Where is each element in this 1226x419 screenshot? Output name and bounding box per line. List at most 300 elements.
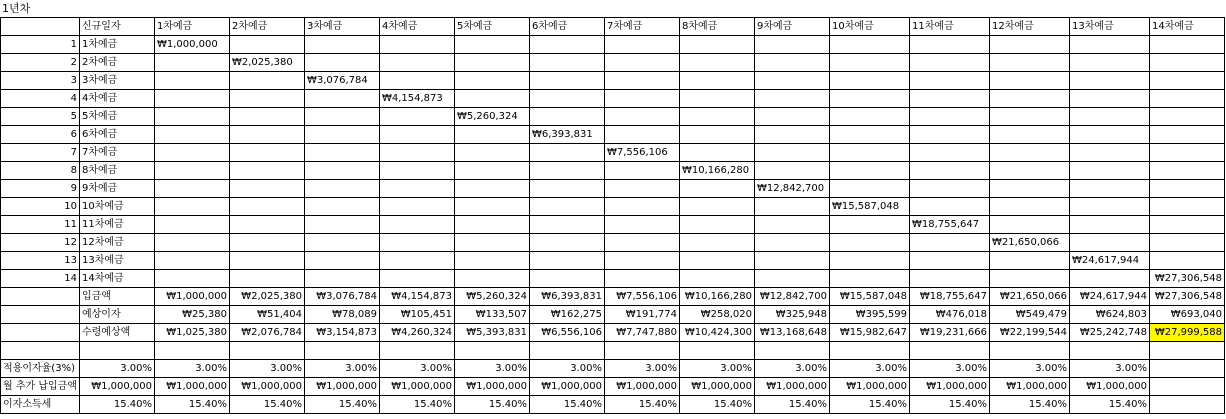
param-value-cell[interactable]	[1149, 396, 1224, 414]
param-label-cell[interactable]: 이자소득세	[1, 396, 80, 414]
empty-cell[interactable]	[1069, 144, 1149, 162]
empty-cell[interactable]	[304, 108, 379, 126]
header-cell[interactable]: 5차예금	[454, 18, 529, 36]
empty-cell[interactable]	[679, 144, 754, 162]
empty-cell[interactable]	[154, 72, 229, 90]
empty-cell[interactable]	[829, 126, 909, 144]
empty-cell[interactable]	[1069, 54, 1149, 72]
header-cell[interactable]: 11차예금	[909, 18, 989, 36]
empty-cell[interactable]	[754, 216, 829, 234]
deposit-name-cell[interactable]: 12차예금	[79, 234, 154, 252]
empty-cell[interactable]	[154, 90, 229, 108]
empty-cell[interactable]	[379, 252, 454, 270]
empty-cell[interactable]	[154, 180, 229, 198]
empty-cell[interactable]	[679, 180, 754, 198]
header-cell[interactable]: 신규일자	[79, 18, 154, 36]
empty-cell[interactable]	[529, 180, 604, 198]
summary-value-cell[interactable]: ₩18,755,647	[909, 288, 989, 306]
empty-cell[interactable]	[229, 216, 304, 234]
param-value-cell[interactable]: ₩1,000,000	[79, 378, 154, 396]
empty-cell[interactable]	[679, 72, 754, 90]
empty-cell[interactable]	[679, 36, 754, 54]
empty-cell[interactable]	[304, 252, 379, 270]
param-value-cell[interactable]: 3.00%	[754, 360, 829, 378]
row-number-cell[interactable]: 3	[1, 72, 80, 90]
param-value-cell[interactable]: 3.00%	[229, 360, 304, 378]
empty-cell[interactable]	[454, 198, 529, 216]
empty-cell[interactable]	[679, 108, 754, 126]
param-value-cell[interactable]: 15.40%	[989, 396, 1069, 414]
empty-cell[interactable]	[679, 126, 754, 144]
empty-cell[interactable]	[229, 36, 304, 54]
empty-cell[interactable]	[1149, 180, 1224, 198]
param-value-cell[interactable]: ₩1,000,000	[604, 378, 679, 396]
empty-cell[interactable]	[754, 108, 829, 126]
summary-value-cell[interactable]: ₩13,168,648	[754, 324, 829, 342]
param-value-cell[interactable]: 15.40%	[909, 396, 989, 414]
empty-cell[interactable]	[1149, 72, 1224, 90]
deposit-amount-cell[interactable]: ₩10,166,280	[679, 162, 754, 180]
empty-cell[interactable]	[989, 72, 1069, 90]
param-value-cell[interactable]: 3.00%	[679, 360, 754, 378]
param-value-cell[interactable]: ₩1,000,000	[754, 378, 829, 396]
summary-value-cell[interactable]: ₩3,076,784	[304, 288, 379, 306]
deposit-amount-cell[interactable]: ₩18,755,647	[909, 216, 989, 234]
empty-cell[interactable]	[1149, 54, 1224, 72]
empty-cell[interactable]	[229, 270, 304, 288]
empty-cell[interactable]	[379, 270, 454, 288]
header-cell[interactable]: 6차예금	[529, 18, 604, 36]
empty-cell[interactable]	[829, 252, 909, 270]
summary-value-cell[interactable]: ₩78,089	[304, 306, 379, 324]
empty-cell[interactable]	[829, 342, 909, 360]
empty-cell[interactable]	[154, 216, 229, 234]
empty-cell[interactable]	[154, 144, 229, 162]
header-cell[interactable]: 13차예금	[1069, 18, 1149, 36]
empty-cell[interactable]	[229, 144, 304, 162]
param-value-cell[interactable]: 15.40%	[304, 396, 379, 414]
summary-value-cell[interactable]: ₩4,260,324	[379, 324, 454, 342]
param-value-cell[interactable]: 3.00%	[604, 360, 679, 378]
empty-cell[interactable]	[909, 234, 989, 252]
empty-cell[interactable]	[454, 180, 529, 198]
param-value-cell[interactable]: 15.40%	[379, 396, 454, 414]
empty-cell[interactable]	[989, 108, 1069, 126]
summary-value-cell[interactable]: ₩325,948	[754, 306, 829, 324]
empty-cell[interactable]	[304, 162, 379, 180]
param-value-cell[interactable]	[1149, 378, 1224, 396]
empty-cell[interactable]	[529, 198, 604, 216]
deposit-amount-cell[interactable]: ₩24,617,944	[1069, 252, 1149, 270]
header-cell[interactable]: 9차예금	[754, 18, 829, 36]
param-value-cell[interactable]: 15.40%	[754, 396, 829, 414]
param-value-cell[interactable]: 15.40%	[229, 396, 304, 414]
empty-cell[interactable]	[229, 180, 304, 198]
empty-cell[interactable]	[379, 126, 454, 144]
header-cell[interactable]: 7차예금	[604, 18, 679, 36]
header-cell[interactable]: 12차예금	[989, 18, 1069, 36]
empty-cell[interactable]	[989, 54, 1069, 72]
empty-cell[interactable]	[304, 36, 379, 54]
header-cell[interactable]: 4차예금	[379, 18, 454, 36]
empty-cell[interactable]	[1069, 162, 1149, 180]
empty-cell[interactable]	[529, 108, 604, 126]
empty-cell[interactable]	[304, 144, 379, 162]
empty-cell[interactable]	[229, 126, 304, 144]
empty-cell[interactable]	[989, 342, 1069, 360]
empty-cell[interactable]	[604, 108, 679, 126]
empty-cell[interactable]	[154, 198, 229, 216]
summary-value-cell[interactable]: ₩25,242,748	[1069, 324, 1149, 342]
empty-cell[interactable]	[454, 90, 529, 108]
empty-cell[interactable]	[229, 108, 304, 126]
empty-cell[interactable]	[379, 342, 454, 360]
param-value-cell[interactable]: 3.00%	[1069, 360, 1149, 378]
empty-cell[interactable]	[1149, 162, 1224, 180]
empty-cell[interactable]	[229, 342, 304, 360]
empty-cell[interactable]	[1069, 126, 1149, 144]
empty-cell[interactable]	[604, 126, 679, 144]
summary-value-cell[interactable]: ₩105,451	[379, 306, 454, 324]
empty-cell[interactable]	[529, 234, 604, 252]
summary-value-cell[interactable]: ₩1,000,000	[154, 288, 229, 306]
param-value-cell[interactable]: ₩1,000,000	[909, 378, 989, 396]
empty-cell[interactable]	[529, 342, 604, 360]
empty-cell[interactable]	[989, 162, 1069, 180]
deposit-amount-cell[interactable]: ₩15,587,048	[829, 198, 909, 216]
summary-value-cell[interactable]: ₩3,154,873	[304, 324, 379, 342]
empty-cell[interactable]	[304, 90, 379, 108]
row-number-cell[interactable]: 13	[1, 252, 80, 270]
empty-cell[interactable]	[754, 342, 829, 360]
empty-cell[interactable]	[909, 90, 989, 108]
empty-cell[interactable]	[454, 126, 529, 144]
empty-cell[interactable]	[829, 54, 909, 72]
summary-value-cell[interactable]: ₩1,025,380	[154, 324, 229, 342]
row-number-cell[interactable]: 14	[1, 270, 80, 288]
empty-cell[interactable]	[604, 90, 679, 108]
empty-cell[interactable]	[1149, 216, 1224, 234]
param-value-cell[interactable]: 15.40%	[529, 396, 604, 414]
empty-cell[interactable]	[754, 36, 829, 54]
param-value-cell[interactable]: 3.00%	[154, 360, 229, 378]
param-label-cell[interactable]: 적용이자율(3%)	[1, 360, 80, 378]
empty-cell[interactable]	[679, 342, 754, 360]
empty-cell[interactable]	[454, 342, 529, 360]
empty-cell[interactable]	[1149, 234, 1224, 252]
empty-cell[interactable]	[754, 162, 829, 180]
deposit-name-cell[interactable]: 4차예금	[79, 90, 154, 108]
empty-cell[interactable]	[229, 252, 304, 270]
empty-cell[interactable]	[304, 126, 379, 144]
empty-cell[interactable]	[1149, 126, 1224, 144]
empty-cell[interactable]	[909, 270, 989, 288]
row-number-cell[interactable]: 12	[1, 234, 80, 252]
empty-cell[interactable]	[1149, 252, 1224, 270]
empty-cell[interactable]	[304, 216, 379, 234]
corner-cell[interactable]	[1, 18, 80, 36]
empty-cell[interactable]	[1, 342, 80, 360]
row-number-cell[interactable]: 6	[1, 126, 80, 144]
empty-cell[interactable]	[154, 108, 229, 126]
empty-cell[interactable]	[989, 126, 1069, 144]
empty-cell[interactable]	[304, 180, 379, 198]
deposit-name-cell[interactable]: 11차예금	[79, 216, 154, 234]
param-value-cell[interactable]: ₩1,000,000	[454, 378, 529, 396]
empty-cell[interactable]	[454, 270, 529, 288]
empty-cell[interactable]	[1069, 234, 1149, 252]
empty-cell[interactable]	[454, 72, 529, 90]
param-value-cell[interactable]: 3.00%	[529, 360, 604, 378]
empty-cell[interactable]	[529, 72, 604, 90]
param-value-cell[interactable]: ₩1,000,000	[1069, 378, 1149, 396]
empty-cell[interactable]	[154, 270, 229, 288]
empty-cell[interactable]	[454, 216, 529, 234]
empty-cell[interactable]	[304, 342, 379, 360]
row-number-cell[interactable]: 8	[1, 162, 80, 180]
empty-cell[interactable]	[679, 270, 754, 288]
param-value-cell[interactable]: ₩1,000,000	[229, 378, 304, 396]
empty-cell[interactable]	[679, 252, 754, 270]
empty-cell[interactable]	[1, 324, 80, 342]
empty-cell[interactable]	[909, 198, 989, 216]
deposit-name-cell[interactable]: 9차예금	[79, 180, 154, 198]
empty-cell[interactable]	[229, 162, 304, 180]
summary-label-cell[interactable]: 입금액	[79, 288, 154, 306]
empty-cell[interactable]	[829, 144, 909, 162]
empty-cell[interactable]	[829, 180, 909, 198]
empty-cell[interactable]	[529, 144, 604, 162]
deposit-name-cell[interactable]: 8차예금	[79, 162, 154, 180]
param-value-cell[interactable]: 3.00%	[454, 360, 529, 378]
row-number-cell[interactable]: 5	[1, 108, 80, 126]
summary-value-cell[interactable]: ₩5,393,831	[454, 324, 529, 342]
empty-cell[interactable]	[909, 54, 989, 72]
empty-cell[interactable]	[679, 216, 754, 234]
param-value-cell[interactable]: 3.00%	[989, 360, 1069, 378]
empty-cell[interactable]	[304, 198, 379, 216]
empty-cell[interactable]	[909, 252, 989, 270]
empty-cell[interactable]	[989, 270, 1069, 288]
summary-value-cell[interactable]: ₩10,424,300	[679, 324, 754, 342]
empty-cell[interactable]	[1069, 72, 1149, 90]
empty-cell[interactable]	[1069, 342, 1149, 360]
summary-label-cell[interactable]: 예상이자	[79, 306, 154, 324]
param-value-cell[interactable]: ₩1,000,000	[304, 378, 379, 396]
empty-cell[interactable]	[454, 162, 529, 180]
empty-cell[interactable]	[229, 90, 304, 108]
empty-cell[interactable]	[829, 72, 909, 90]
empty-cell[interactable]	[829, 162, 909, 180]
deposit-amount-cell[interactable]: ₩1,000,000	[154, 36, 229, 54]
empty-cell[interactable]	[679, 234, 754, 252]
empty-cell[interactable]	[679, 54, 754, 72]
empty-cell[interactable]	[529, 216, 604, 234]
row-number-cell[interactable]: 9	[1, 180, 80, 198]
summary-value-cell[interactable]: ₩51,404	[229, 306, 304, 324]
deposit-amount-cell[interactable]: ₩12,842,700	[754, 180, 829, 198]
deposit-name-cell[interactable]: 5차예금	[79, 108, 154, 126]
empty-cell[interactable]	[1, 306, 80, 324]
empty-cell[interactable]	[829, 216, 909, 234]
empty-cell[interactable]	[454, 234, 529, 252]
summary-value-cell[interactable]: ₩395,599	[829, 306, 909, 324]
summary-value-cell[interactable]: ₩4,154,873	[379, 288, 454, 306]
empty-cell[interactable]	[304, 270, 379, 288]
param-value-cell[interactable]: 3.00%	[909, 360, 989, 378]
empty-cell[interactable]	[379, 216, 454, 234]
deposit-amount-cell[interactable]: ₩5,260,324	[454, 108, 529, 126]
empty-cell[interactable]	[604, 234, 679, 252]
summary-value-cell[interactable]: ₩6,556,106	[529, 324, 604, 342]
row-number-cell[interactable]: 2	[1, 54, 80, 72]
deposit-amount-cell[interactable]: ₩6,393,831	[529, 126, 604, 144]
empty-cell[interactable]	[529, 36, 604, 54]
empty-cell[interactable]	[1069, 90, 1149, 108]
empty-cell[interactable]	[909, 36, 989, 54]
empty-cell[interactable]	[754, 198, 829, 216]
empty-cell[interactable]	[304, 234, 379, 252]
empty-cell[interactable]	[754, 252, 829, 270]
empty-cell[interactable]	[679, 198, 754, 216]
empty-cell[interactable]	[604, 216, 679, 234]
empty-cell[interactable]	[229, 72, 304, 90]
empty-cell[interactable]	[989, 36, 1069, 54]
summary-value-cell[interactable]: ₩6,393,831	[529, 288, 604, 306]
row-number-cell[interactable]: 7	[1, 144, 80, 162]
empty-cell[interactable]	[754, 72, 829, 90]
deposit-amount-cell[interactable]: ₩21,650,066	[989, 234, 1069, 252]
deposit-amount-cell[interactable]: ₩27,306,548	[1149, 270, 1224, 288]
param-value-cell[interactable]	[1149, 360, 1224, 378]
param-label-cell[interactable]: 월 추가 납입금액	[1, 378, 80, 396]
deposit-name-cell[interactable]: 6차예금	[79, 126, 154, 144]
param-value-cell[interactable]: ₩1,000,000	[829, 378, 909, 396]
summary-value-cell[interactable]: ₩27,999,588	[1149, 324, 1224, 342]
empty-cell[interactable]	[454, 252, 529, 270]
empty-cell[interactable]	[154, 162, 229, 180]
empty-cell[interactable]	[454, 36, 529, 54]
summary-value-cell[interactable]: ₩12,842,700	[754, 288, 829, 306]
summary-value-cell[interactable]: ₩624,803	[1069, 306, 1149, 324]
empty-cell[interactable]	[154, 126, 229, 144]
empty-cell[interactable]	[829, 108, 909, 126]
param-value-cell[interactable]: 15.40%	[604, 396, 679, 414]
header-cell[interactable]: 3차예금	[304, 18, 379, 36]
empty-cell[interactable]	[989, 216, 1069, 234]
summary-value-cell[interactable]: ₩7,747,880	[604, 324, 679, 342]
param-value-cell[interactable]: 3.00%	[829, 360, 909, 378]
empty-cell[interactable]	[1149, 144, 1224, 162]
summary-value-cell[interactable]: ₩693,040	[1149, 306, 1224, 324]
summary-value-cell[interactable]: ₩7,556,106	[604, 288, 679, 306]
empty-cell[interactable]	[989, 144, 1069, 162]
param-value-cell[interactable]: 15.40%	[829, 396, 909, 414]
param-value-cell[interactable]: ₩1,000,000	[529, 378, 604, 396]
row-number-cell[interactable]: 10	[1, 198, 80, 216]
empty-cell[interactable]	[989, 198, 1069, 216]
empty-cell[interactable]	[829, 234, 909, 252]
empty-cell[interactable]	[604, 252, 679, 270]
param-value-cell[interactable]: 15.40%	[79, 396, 154, 414]
empty-cell[interactable]	[1149, 90, 1224, 108]
empty-cell[interactable]	[909, 72, 989, 90]
empty-cell[interactable]	[529, 270, 604, 288]
deposit-name-cell[interactable]: 2차예금	[79, 54, 154, 72]
deposit-name-cell[interactable]: 7차예금	[79, 144, 154, 162]
row-number-cell[interactable]: 1	[1, 36, 80, 54]
param-value-cell[interactable]: ₩1,000,000	[679, 378, 754, 396]
param-value-cell[interactable]: 3.00%	[379, 360, 454, 378]
empty-cell[interactable]	[529, 54, 604, 72]
empty-cell[interactable]	[454, 144, 529, 162]
empty-cell[interactable]	[454, 54, 529, 72]
empty-cell[interactable]	[379, 54, 454, 72]
deposit-name-cell[interactable]: 14차예금	[79, 270, 154, 288]
empty-cell[interactable]	[379, 162, 454, 180]
empty-cell[interactable]	[989, 90, 1069, 108]
summary-value-cell[interactable]: ₩15,982,647	[829, 324, 909, 342]
empty-cell[interactable]	[154, 54, 229, 72]
summary-value-cell[interactable]: ₩24,617,944	[1069, 288, 1149, 306]
deposit-amount-cell[interactable]: ₩4,154,873	[379, 90, 454, 108]
header-cell[interactable]: 2차예금	[229, 18, 304, 36]
empty-cell[interactable]	[754, 90, 829, 108]
empty-cell[interactable]	[379, 180, 454, 198]
empty-cell[interactable]	[909, 108, 989, 126]
empty-cell[interactable]	[154, 234, 229, 252]
empty-cell[interactable]	[829, 90, 909, 108]
summary-value-cell[interactable]: ₩258,020	[679, 306, 754, 324]
summary-value-cell[interactable]: ₩191,774	[604, 306, 679, 324]
param-value-cell[interactable]: 15.40%	[679, 396, 754, 414]
empty-cell[interactable]	[154, 342, 229, 360]
param-value-cell[interactable]: 3.00%	[79, 360, 154, 378]
empty-cell[interactable]	[379, 108, 454, 126]
summary-value-cell[interactable]: ₩25,380	[154, 306, 229, 324]
empty-cell[interactable]	[1069, 216, 1149, 234]
empty-cell[interactable]	[604, 72, 679, 90]
empty-cell[interactable]	[529, 90, 604, 108]
empty-cell[interactable]	[304, 54, 379, 72]
summary-value-cell[interactable]: ₩476,018	[909, 306, 989, 324]
deposit-name-cell[interactable]: 3차예금	[79, 72, 154, 90]
empty-cell[interactable]	[1069, 36, 1149, 54]
empty-cell[interactable]	[229, 198, 304, 216]
empty-cell[interactable]	[379, 36, 454, 54]
param-value-cell[interactable]: ₩1,000,000	[379, 378, 454, 396]
param-value-cell[interactable]: 3.00%	[304, 360, 379, 378]
empty-cell[interactable]	[754, 144, 829, 162]
header-cell[interactable]: 8차예금	[679, 18, 754, 36]
param-value-cell[interactable]: 15.40%	[154, 396, 229, 414]
empty-cell[interactable]	[379, 198, 454, 216]
deposit-name-cell[interactable]: 13차예금	[79, 252, 154, 270]
empty-cell[interactable]	[909, 162, 989, 180]
summary-value-cell[interactable]: ₩10,166,280	[679, 288, 754, 306]
param-value-cell[interactable]: ₩1,000,000	[989, 378, 1069, 396]
empty-cell[interactable]	[604, 342, 679, 360]
param-value-cell[interactable]: ₩1,000,000	[154, 378, 229, 396]
param-value-cell[interactable]: 15.40%	[454, 396, 529, 414]
row-number-cell[interactable]: 11	[1, 216, 80, 234]
empty-cell[interactable]	[1069, 270, 1149, 288]
empty-cell[interactable]	[604, 36, 679, 54]
row-number-cell[interactable]: 4	[1, 90, 80, 108]
empty-cell[interactable]	[529, 162, 604, 180]
empty-cell[interactable]	[754, 234, 829, 252]
deposit-amount-cell[interactable]: ₩2,025,380	[229, 54, 304, 72]
